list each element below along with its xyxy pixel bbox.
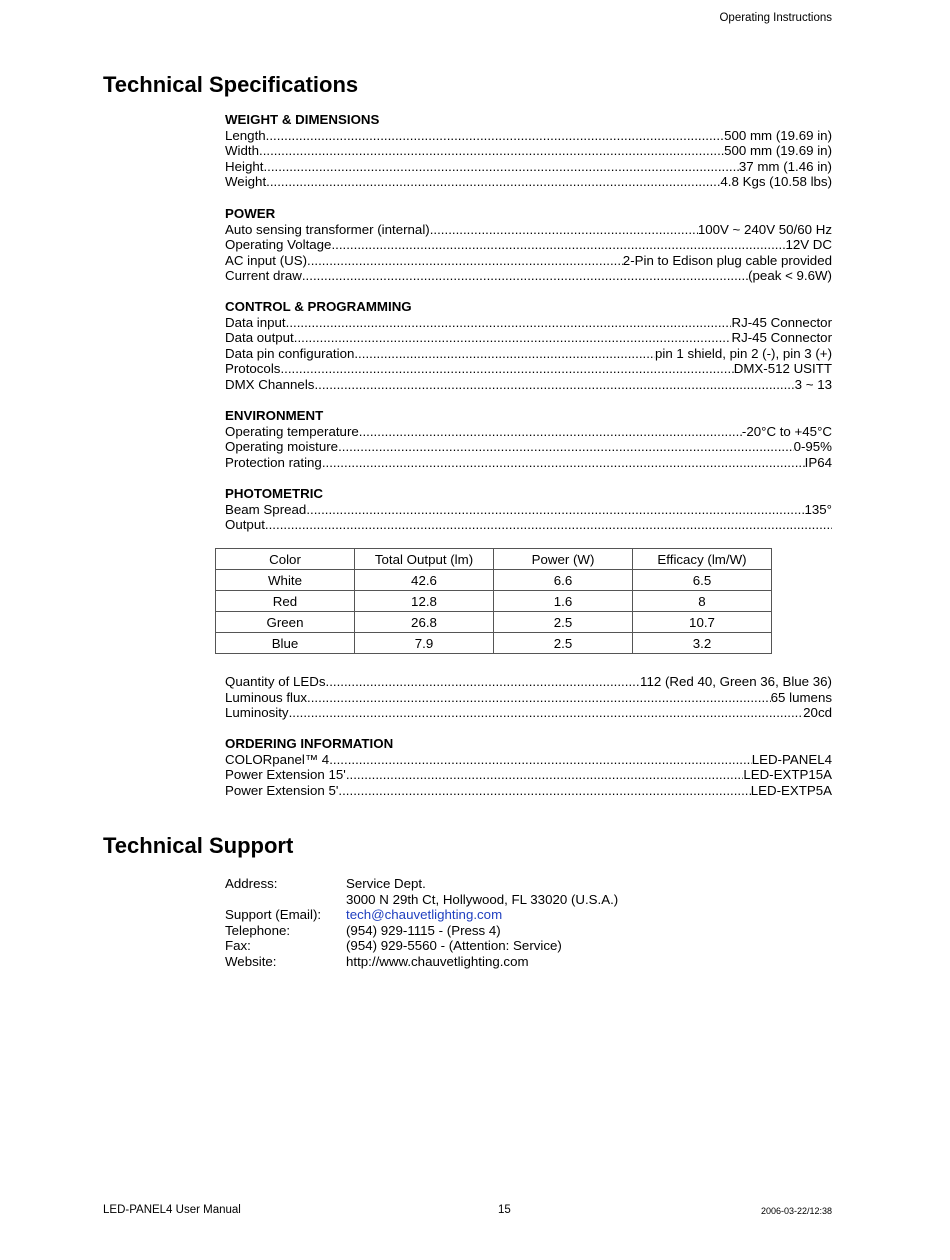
spec-label: Height <box>225 158 264 174</box>
spec-row <box>225 439 832 455</box>
spec-value: 500 mm (19.69 in) <box>724 127 832 143</box>
table-header-row <box>216 549 772 570</box>
spec-row <box>225 330 832 346</box>
column-header: Total Output (lm) <box>355 549 494 570</box>
support-label: Website: <box>225 953 277 969</box>
section-title: POWER <box>225 206 276 221</box>
footer-page-number: 15 <box>498 1204 511 1216</box>
spec-row <box>225 222 832 238</box>
footer-timestamp: 2006-03-22/12:38 <box>760 1206 832 1216</box>
spec-value: DMX-512 USITT <box>733 361 832 376</box>
spec-row <box>225 517 832 533</box>
spec-row <box>225 783 832 799</box>
spec-row <box>225 752 832 768</box>
spec-label: Beam Spread <box>225 501 307 517</box>
spec-value: 135° <box>804 501 832 517</box>
spec-label: Operating Voltage <box>225 237 332 252</box>
website-value: http://www.chauvetlighting.com <box>346 953 529 969</box>
spec-label: Width <box>225 143 259 158</box>
spec-label: Data input <box>225 314 286 330</box>
spec-label: DMX Channels <box>225 376 315 392</box>
spec-value: pin 1 shield, pin 2 (-), pin 3 (+) <box>654 345 832 361</box>
support-row <box>225 923 618 939</box>
spec-label: Data output <box>225 330 294 345</box>
table-cell: 10.7 <box>633 612 772 633</box>
table-cell: 8 <box>633 591 772 612</box>
spec-row <box>225 502 832 518</box>
spec-value: LED-PANEL4 <box>751 751 832 767</box>
spec-label: Protection rating <box>225 454 322 470</box>
spec-label: Luminosity <box>225 705 289 720</box>
running-header: Operating Instructions <box>719 12 832 24</box>
spec-label: Operating moisture <box>225 439 339 454</box>
spec-value: 12V DC <box>785 237 832 252</box>
support-label: Support (Email): <box>225 907 322 922</box>
table-cell: 12.8 <box>355 591 494 612</box>
table-cell: Blue <box>216 633 355 654</box>
spec-value: (peak < 9.6W) <box>748 268 832 283</box>
spec-value: 37 mm (1.46 in) <box>738 158 832 174</box>
spec-value: IP64 <box>804 454 832 470</box>
spec-label: Quantity of LEDs <box>225 674 326 689</box>
section-title: CONTROL & PROGRAMMING <box>225 299 412 314</box>
spec-label: Weight <box>225 174 267 189</box>
support-row <box>225 876 618 892</box>
table-cell: 6.5 <box>633 570 772 591</box>
spec-value: LED-EXTP15A <box>743 767 832 782</box>
spec-row <box>225 424 832 440</box>
support-row <box>225 907 618 923</box>
table-cell: 26.8 <box>355 612 494 633</box>
control-section <box>225 299 832 392</box>
spec-value: RJ-45 Connector <box>731 330 832 345</box>
section-title: WEIGHT & DIMENSIONS <box>225 112 380 127</box>
spec-value: 4.8 Kgs (10.58 lbs) <box>720 174 832 189</box>
table-cell: White <box>216 570 355 591</box>
spec-value: LED-EXTP5A <box>750 782 832 798</box>
support-row <box>225 938 618 954</box>
spec-row <box>225 705 832 721</box>
spec-value: 65 lumens <box>770 689 832 705</box>
spec-value: -20°C to +45°C <box>741 423 832 439</box>
power-section <box>225 206 832 284</box>
spec-value: 2-Pin to Edison plug cable provided <box>622 252 832 268</box>
spec-label: Length <box>225 127 266 143</box>
table-row <box>216 570 772 591</box>
spec-label: Current draw <box>225 268 302 283</box>
spec-row <box>225 767 832 783</box>
address-line: 3000 N 29th Ct, Hollywood, FL 33020 (U.S.A.) <box>346 891 619 907</box>
support-row <box>225 892 618 908</box>
spec-value: 3 ~ 13 <box>794 376 832 392</box>
photometric-section <box>225 486 832 533</box>
support-label: Telephone: <box>225 922 291 938</box>
email-link[interactable]: tech@chauvetlighting.com <box>346 907 503 922</box>
table-cell: 3.2 <box>633 633 772 654</box>
spec-row <box>225 377 832 393</box>
phone-value: (954) 929-1115 - (Press 4) <box>346 922 501 938</box>
column-header: Color <box>216 549 355 570</box>
spec-label: Power Extension 15' <box>225 767 346 782</box>
support-row <box>225 954 618 970</box>
column-header: Power (W) <box>494 549 633 570</box>
environment-section <box>225 408 832 470</box>
spec-value: RJ-45 Connector <box>731 314 832 330</box>
spec-row <box>225 268 832 284</box>
spec-value: 112 (Red 40, Green 36, Blue 36) <box>640 674 832 689</box>
spec-row <box>225 237 832 253</box>
weight-section <box>225 112 832 190</box>
photometric-table <box>215 548 772 654</box>
support-label: Address: <box>225 876 278 891</box>
spec-label: Auto sensing transformer (internal) <box>225 221 430 237</box>
table-cell: Red <box>216 591 355 612</box>
spec-value: 0-95% <box>793 439 832 454</box>
page-title-support: Technical Support <box>103 833 294 858</box>
footer-manual-title: LED-PANEL4 User Manual <box>103 1204 241 1216</box>
table-cell: 42.6 <box>355 570 494 591</box>
led-section <box>225 674 832 721</box>
spec-label: Protocols <box>225 361 281 376</box>
spec-label: COLORpanel™ 4 <box>225 751 330 767</box>
spec-row <box>225 674 832 690</box>
table-cell: 2.5 <box>494 633 633 654</box>
table-cell: 1.6 <box>494 591 633 612</box>
spec-label: AC input (US) <box>225 252 308 268</box>
support-contact <box>225 876 618 969</box>
spec-value: 20cd <box>803 705 832 720</box>
page-title-specs: Technical Specifications <box>103 72 359 97</box>
spec-row <box>225 159 832 175</box>
spec-label: Power Extension 5' <box>225 782 339 798</box>
section-title: PHOTOMETRIC <box>225 486 324 501</box>
spec-row <box>225 455 832 471</box>
spec-label: Data pin configuration <box>225 345 355 361</box>
spec-row <box>225 174 832 190</box>
table-cell: Green <box>216 612 355 633</box>
spec-row <box>225 361 832 377</box>
address-line: Service Dept. <box>346 876 426 891</box>
spec-row <box>225 128 832 144</box>
support-label: Fax: <box>225 938 251 953</box>
spec-label: Luminous flux <box>225 689 308 705</box>
table-row <box>216 612 772 633</box>
section-title: ORDERING INFORMATION <box>225 736 394 751</box>
fax-value: (954) 929-5560 - (Attention: Service) <box>346 938 562 953</box>
table-row <box>216 633 772 654</box>
spec-row <box>225 315 832 331</box>
column-header: Efficacy (lm/W) <box>633 549 772 570</box>
spec-row <box>225 346 832 362</box>
table-cell: 6.6 <box>494 570 633 591</box>
spec-label: Output <box>225 517 265 532</box>
section-title: ENVIRONMENT <box>225 408 324 423</box>
table-cell: 7.9 <box>355 633 494 654</box>
spec-value: 500 mm (19.69 in) <box>724 143 832 158</box>
spec-row <box>225 253 832 269</box>
spec-row <box>225 143 832 159</box>
ordering-section <box>225 736 832 798</box>
spec-value: 100V ~ 240V 50/60 Hz <box>697 221 832 237</box>
table-row <box>216 591 772 612</box>
table-cell: 2.5 <box>494 612 633 633</box>
spec-label: Operating temperature <box>225 423 359 439</box>
spec-row <box>225 690 832 706</box>
